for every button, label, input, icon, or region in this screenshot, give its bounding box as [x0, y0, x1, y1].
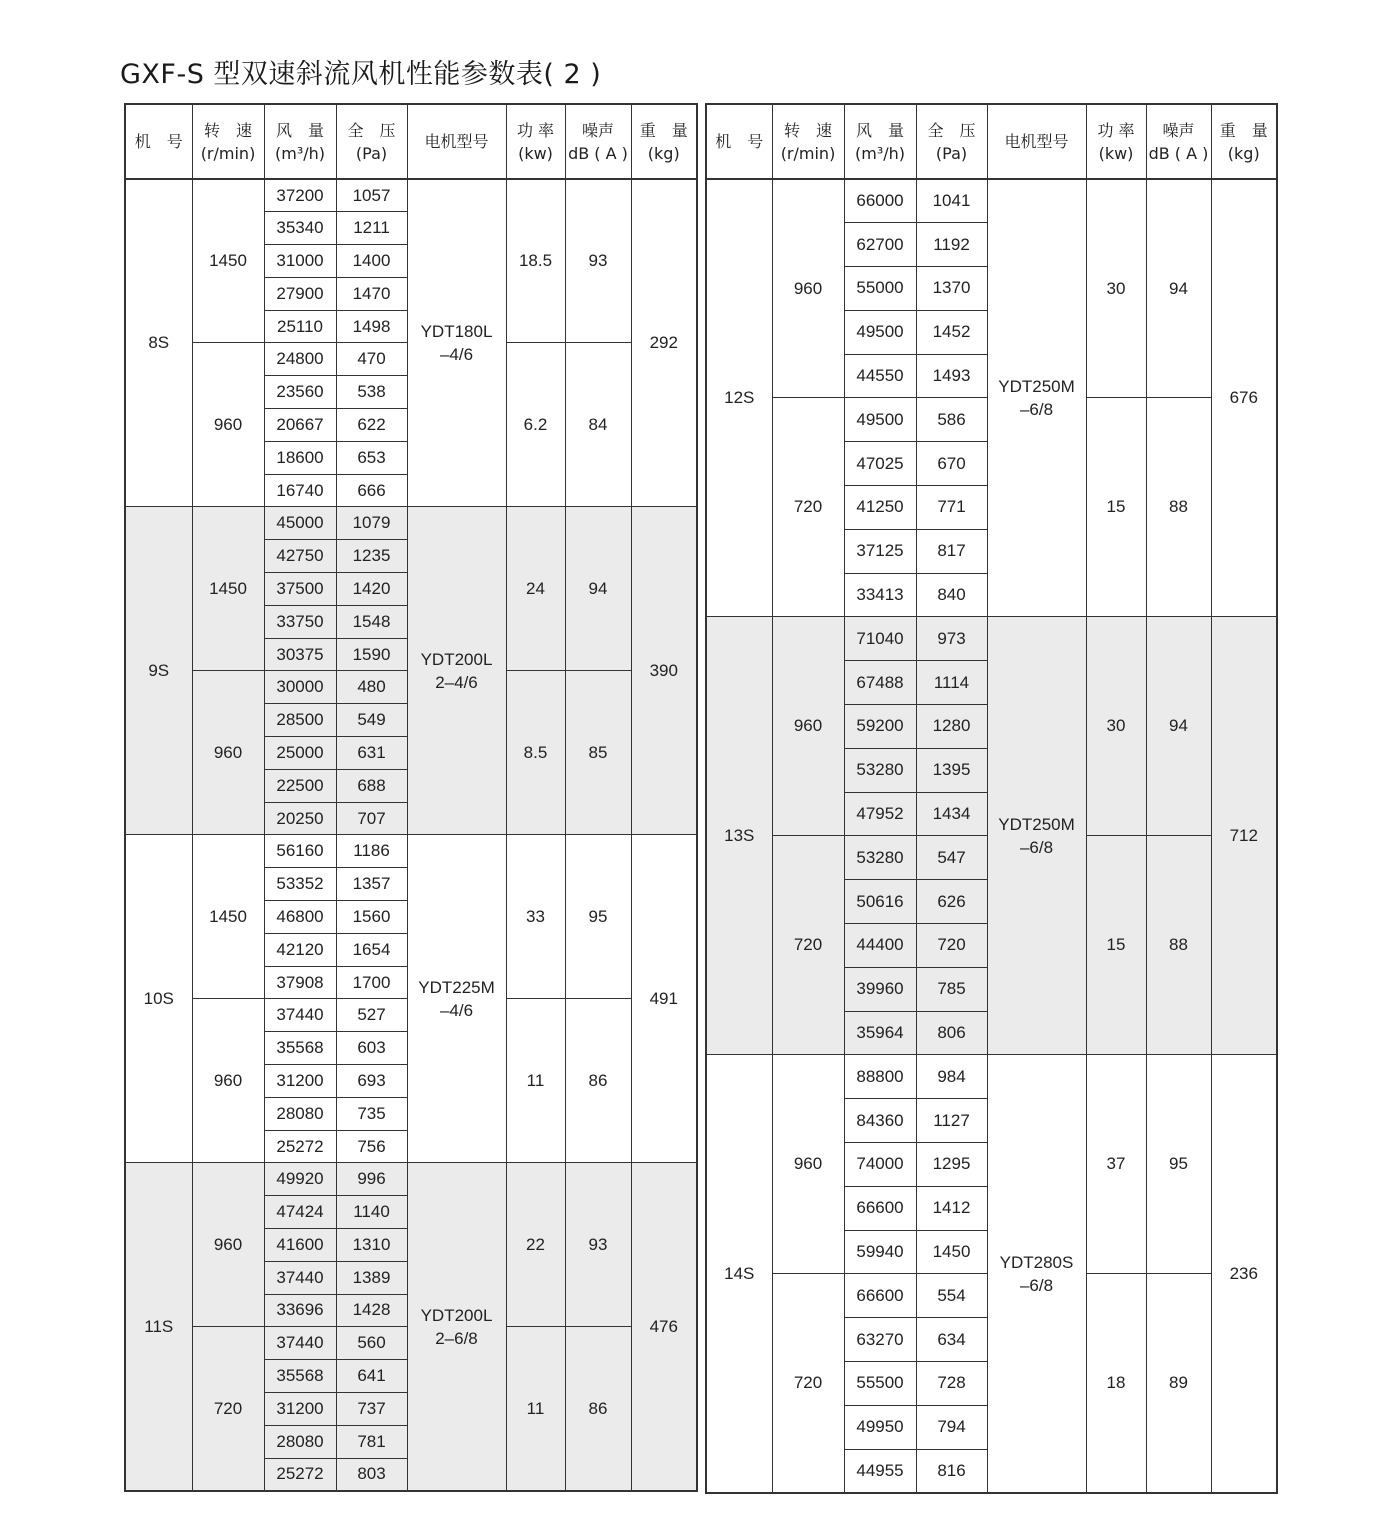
pressure-cell: 803 — [336, 1458, 407, 1491]
flow-cell: 30000 — [264, 671, 336, 704]
pressure-cell: 1450 — [916, 1230, 987, 1274]
header-pressure-unit: (Pa) — [355, 143, 388, 163]
flow-cell: 55000 — [844, 267, 916, 311]
flow-cell: 46800 — [264, 901, 336, 934]
flow-cell: 30375 — [264, 638, 336, 671]
header-power-unit: (kw) — [518, 143, 553, 163]
flow-cell: 37125 — [844, 529, 916, 573]
flow-cell: 35964 — [844, 1011, 916, 1055]
table-row — [706, 1055, 1277, 1099]
pressure-cell: 737 — [336, 1392, 407, 1425]
header-pressure — [336, 104, 407, 179]
flow-cell: 27900 — [264, 277, 336, 310]
noise-cell: 94 — [565, 507, 631, 671]
flow-cell: 37500 — [264, 573, 336, 606]
noise-cell: 84 — [565, 343, 631, 507]
header-flow-unit: (m³/h) — [274, 143, 325, 163]
model-group-10s — [125, 835, 697, 1163]
pressure-cell: 631 — [336, 737, 407, 770]
pressure-cell: 781 — [336, 1425, 407, 1458]
flow-cell: 31200 — [264, 1065, 336, 1098]
header-flow-label: 风 量 — [855, 120, 904, 140]
flow-cell: 71040 — [844, 617, 916, 661]
flow-cell: 42120 — [264, 933, 336, 966]
flow-cell: 56160 — [264, 835, 336, 868]
header-weight-unit: (kg) — [647, 143, 680, 163]
pressure-cell: 1057 — [336, 179, 407, 212]
pressure-cell: 634 — [916, 1318, 987, 1362]
flow-cell: 37440 — [264, 1261, 336, 1294]
header-power — [506, 104, 565, 179]
model-cell: 14S — [706, 1055, 772, 1493]
header-flow — [264, 104, 336, 179]
noise-cell: 85 — [565, 671, 631, 835]
flow-cell: 25272 — [264, 1458, 336, 1491]
header-model — [125, 104, 192, 179]
pressure-cell: 688 — [336, 769, 407, 802]
header-weight-unit: (kg) — [1227, 143, 1260, 163]
pressure-cell: 547 — [916, 836, 987, 880]
header-row — [125, 104, 697, 179]
pressure-cell: 720 — [916, 924, 987, 968]
flow-cell: 44955 — [844, 1449, 916, 1493]
header-power-unit: (kw) — [1098, 143, 1134, 163]
pressure-cell: 1079 — [336, 507, 407, 540]
speed-cell: 720 — [772, 398, 844, 617]
pressure-cell: 1470 — [336, 277, 407, 310]
flow-cell: 28080 — [264, 1097, 336, 1130]
noise-cell: 93 — [565, 179, 631, 343]
table-header — [706, 104, 1277, 179]
pressure-cell: 670 — [916, 442, 987, 486]
weight-cell: 676 — [1211, 179, 1277, 617]
header-weight-label: 重 量 — [639, 120, 688, 140]
pressure-cell: 641 — [336, 1360, 407, 1393]
flow-cell: 88800 — [844, 1055, 916, 1099]
flow-cell: 59200 — [844, 705, 916, 749]
pressure-cell: 666 — [336, 474, 407, 507]
flow-cell: 41600 — [264, 1229, 336, 1262]
power-cell: 15 — [1086, 398, 1146, 617]
motor-model-cell — [407, 835, 506, 1163]
power-cell: 6.2 — [506, 343, 565, 507]
weight-cell: 476 — [631, 1163, 697, 1491]
model-cell: 8S — [125, 179, 192, 507]
power-cell: 24 — [506, 507, 565, 671]
noise-cell: 88 — [1146, 836, 1211, 1055]
model-group-8s — [125, 179, 697, 507]
header-noise — [565, 104, 631, 179]
power-cell: 11 — [506, 999, 565, 1163]
model-group-12s — [706, 179, 1277, 617]
speed-cell: 1450 — [192, 179, 264, 343]
flow-cell: 35568 — [264, 1032, 336, 1065]
pressure-cell: 1211 — [336, 212, 407, 245]
header-model — [706, 104, 772, 179]
flow-cell: 25000 — [264, 737, 336, 770]
header-model-label: 机 号 — [715, 132, 764, 151]
pressure-cell: 1493 — [916, 354, 987, 398]
pressure-cell: 480 — [336, 671, 407, 704]
header-speed — [192, 104, 264, 179]
motor-model-line1: YDT250M — [998, 377, 1075, 397]
pressure-cell: 1428 — [336, 1294, 407, 1327]
flow-cell: 42750 — [264, 540, 336, 573]
speed-cell: 960 — [192, 671, 264, 835]
pressure-cell: 1420 — [336, 573, 407, 606]
motor-model-line2: –4/6 — [439, 1000, 474, 1020]
header-flow-label: 风 量 — [275, 120, 324, 140]
header-row — [706, 104, 1277, 179]
header-pressure — [916, 104, 987, 179]
header-motor — [407, 104, 506, 179]
header-noise-unit: dB ( A ) — [568, 143, 628, 163]
table-row — [125, 835, 697, 868]
flow-cell: 84360 — [844, 1099, 916, 1143]
model-cell: 9S — [125, 507, 192, 835]
flow-cell: 37908 — [264, 966, 336, 999]
flow-cell: 16740 — [264, 474, 336, 507]
speed-cell: 960 — [772, 179, 844, 398]
noise-cell: 86 — [565, 1327, 631, 1491]
pressure-cell: 538 — [336, 376, 407, 409]
pressure-cell: 728 — [916, 1362, 987, 1406]
flow-cell: 28080 — [264, 1425, 336, 1458]
flow-cell: 23560 — [264, 376, 336, 409]
flow-cell: 63270 — [844, 1318, 916, 1362]
pressure-cell: 996 — [336, 1163, 407, 1196]
table-row — [125, 507, 697, 540]
weight-cell: 292 — [631, 179, 697, 507]
header-speed-label: 转 速 — [783, 120, 832, 140]
header-motor-label: 电机型号 — [1004, 132, 1069, 151]
header-weight — [631, 104, 697, 179]
speed-cell: 720 — [772, 836, 844, 1055]
header-noise-label: 噪声 — [581, 120, 614, 140]
flow-cell: 50616 — [844, 880, 916, 924]
noise-cell: 89 — [1146, 1274, 1211, 1493]
flow-cell: 37440 — [264, 1327, 336, 1360]
pressure-cell: 1498 — [336, 310, 407, 343]
pressure-cell: 1389 — [336, 1261, 407, 1294]
model-group-13s — [706, 617, 1277, 1055]
flow-cell: 53352 — [264, 868, 336, 901]
pressure-cell: 622 — [336, 409, 407, 442]
model-cell: 11S — [125, 1163, 192, 1491]
pressure-cell: 1235 — [336, 540, 407, 573]
weight-cell: 236 — [1211, 1055, 1277, 1493]
motor-model-cell — [407, 507, 506, 835]
flow-cell: 53280 — [844, 836, 916, 880]
header-noise-unit: dB ( A ) — [1148, 143, 1209, 163]
flow-cell: 25110 — [264, 310, 336, 343]
motor-model-cell — [407, 1163, 506, 1491]
motor-model-line1: YDT200L — [420, 649, 493, 669]
weight-cell: 390 — [631, 507, 697, 835]
flow-cell: 59940 — [844, 1230, 916, 1274]
flow-cell: 41250 — [844, 486, 916, 530]
weight-cell: 491 — [631, 835, 697, 1163]
pressure-cell: 816 — [916, 1449, 987, 1493]
pressure-cell: 1395 — [916, 748, 987, 792]
header-speed-unit: (r/min) — [200, 143, 256, 163]
flow-cell: 74000 — [844, 1143, 916, 1187]
table-row — [706, 179, 1277, 223]
header-model-label: 机 号 — [134, 132, 183, 151]
flow-cell: 49500 — [844, 398, 916, 442]
flow-cell: 20250 — [264, 802, 336, 835]
noise-cell: 88 — [1146, 398, 1211, 617]
noise-cell: 86 — [565, 999, 631, 1163]
speed-cell: 960 — [192, 1163, 264, 1327]
flow-cell: 33750 — [264, 605, 336, 638]
power-cell: 15 — [1086, 836, 1146, 1055]
pressure-cell: 785 — [916, 967, 987, 1011]
pressure-cell: 549 — [336, 704, 407, 737]
flow-cell: 35340 — [264, 212, 336, 245]
pressure-cell: 1127 — [916, 1099, 987, 1143]
motor-model-line2: 2–6/8 — [435, 1328, 478, 1348]
power-cell: 22 — [506, 1163, 565, 1327]
flow-cell: 33696 — [264, 1294, 336, 1327]
flow-cell: 62700 — [844, 223, 916, 267]
motor-model-cell — [987, 617, 1086, 1055]
pressure-cell: 626 — [916, 880, 987, 924]
pressure-cell: 1700 — [336, 966, 407, 999]
pressure-cell: 1370 — [916, 267, 987, 311]
pressure-cell: 1357 — [336, 868, 407, 901]
noise-cell: 95 — [565, 835, 631, 999]
flow-cell: 24800 — [264, 343, 336, 376]
motor-model-line1: YDT225M — [418, 977, 495, 997]
header-power-label: 功 率 — [1097, 120, 1135, 140]
speed-cell: 960 — [772, 617, 844, 836]
page-title: GXF-S 型双速斜流风机性能参数表( 2 ) — [120, 59, 602, 90]
speed-cell: 720 — [772, 1274, 844, 1493]
header-noise — [1146, 104, 1211, 179]
pressure-cell: 470 — [336, 343, 407, 376]
flow-cell: 37440 — [264, 999, 336, 1032]
pressure-cell: 707 — [336, 802, 407, 835]
power-cell: 30 — [1086, 617, 1146, 836]
motor-model-cell — [987, 179, 1086, 617]
motor-model-line2: –6/8 — [1019, 1275, 1054, 1295]
pressure-cell: 1400 — [336, 245, 407, 278]
speed-cell: 1450 — [192, 507, 264, 671]
header-pressure-unit: (Pa) — [935, 143, 968, 163]
pressure-cell: 693 — [336, 1065, 407, 1098]
power-cell: 18 — [1086, 1274, 1146, 1493]
pressure-cell: 1310 — [336, 1229, 407, 1262]
flow-cell: 66600 — [844, 1274, 916, 1318]
speed-cell: 960 — [772, 1055, 844, 1274]
pressure-cell: 586 — [916, 398, 987, 442]
motor-model-line2: –4/6 — [439, 345, 474, 365]
header-flow — [844, 104, 916, 179]
pressure-cell: 771 — [916, 486, 987, 530]
pressure-cell: 1548 — [336, 605, 407, 638]
flow-cell: 67488 — [844, 661, 916, 705]
motor-model-line1: YDT280S — [999, 1252, 1074, 1272]
pressure-cell: 1654 — [336, 933, 407, 966]
table-row — [125, 179, 697, 212]
model-group-9s — [125, 507, 697, 835]
weight-cell: 712 — [1211, 617, 1277, 1055]
left-spec-table — [124, 103, 698, 1492]
header-power — [1086, 104, 1146, 179]
flow-cell: 47952 — [844, 792, 916, 836]
flow-cell: 55500 — [844, 1362, 916, 1406]
header-power-label: 功 率 — [516, 120, 555, 140]
header-motor-label: 电机型号 — [424, 132, 489, 151]
pressure-cell: 653 — [336, 441, 407, 474]
noise-cell: 93 — [565, 1163, 631, 1327]
header-motor — [987, 104, 1086, 179]
power-cell: 30 — [1086, 179, 1146, 398]
motor-model-line1: YDT200L — [420, 1305, 493, 1325]
motor-model-line2: 2–4/6 — [435, 672, 478, 692]
pressure-cell: 1192 — [916, 223, 987, 267]
flow-cell: 28500 — [264, 704, 336, 737]
flow-cell: 20667 — [264, 409, 336, 442]
pressure-cell: 984 — [916, 1055, 987, 1099]
speed-cell: 1450 — [192, 835, 264, 999]
speed-cell: 960 — [192, 343, 264, 507]
flow-cell: 44400 — [844, 924, 916, 968]
flow-cell: 33413 — [844, 573, 916, 617]
motor-model-line1: YDT250M — [998, 814, 1075, 834]
pressure-cell: 735 — [336, 1097, 407, 1130]
pressure-cell: 1140 — [336, 1196, 407, 1229]
pressure-cell: 554 — [916, 1274, 987, 1318]
header-speed-unit: (r/min) — [780, 143, 836, 163]
table-row — [706, 617, 1277, 661]
flow-cell: 39960 — [844, 967, 916, 1011]
pressure-cell: 1560 — [336, 901, 407, 934]
power-cell: 37 — [1086, 1055, 1146, 1274]
pressure-cell: 1186 — [336, 835, 407, 868]
table-row — [125, 1163, 697, 1196]
power-cell: 33 — [506, 835, 565, 999]
flow-cell: 49500 — [844, 310, 916, 354]
pressure-cell: 1041 — [916, 179, 987, 223]
flow-cell: 18600 — [264, 441, 336, 474]
motor-model-line2: –6/8 — [1019, 400, 1054, 420]
pressure-cell: 1295 — [916, 1143, 987, 1187]
right-spec-table — [705, 103, 1278, 1494]
power-cell: 8.5 — [506, 671, 565, 835]
header-weight — [1211, 104, 1277, 179]
pressure-cell: 794 — [916, 1405, 987, 1449]
pressure-cell: 560 — [336, 1327, 407, 1360]
flow-cell: 47025 — [844, 442, 916, 486]
flow-cell: 49950 — [844, 1405, 916, 1449]
pressure-cell: 1452 — [916, 310, 987, 354]
flow-cell: 37200 — [264, 179, 336, 212]
flow-cell: 31200 — [264, 1392, 336, 1425]
model-cell: 12S — [706, 179, 772, 617]
pressure-cell: 1412 — [916, 1186, 987, 1230]
flow-cell: 66000 — [844, 179, 916, 223]
pressure-cell: 527 — [336, 999, 407, 1032]
model-cell: 13S — [706, 617, 772, 1055]
flow-cell: 49920 — [264, 1163, 336, 1196]
power-cell: 11 — [506, 1327, 565, 1491]
noise-cell: 94 — [1146, 179, 1211, 398]
motor-model-cell — [407, 179, 506, 507]
header-flow-unit: (m³/h) — [854, 143, 905, 163]
header-speed-label: 转 速 — [203, 120, 252, 140]
pressure-cell: 806 — [916, 1011, 987, 1055]
motor-model-cell — [987, 1055, 1086, 1493]
pressure-cell: 1280 — [916, 705, 987, 749]
flow-cell: 45000 — [264, 507, 336, 540]
header-pressure-label: 全 压 — [927, 120, 976, 140]
pressure-cell: 1434 — [916, 792, 987, 836]
pressure-cell: 1114 — [916, 661, 987, 705]
power-cell: 18.5 — [506, 179, 565, 343]
flow-cell: 22500 — [264, 769, 336, 802]
speed-cell: 720 — [192, 1327, 264, 1491]
model-cell: 10S — [125, 835, 192, 1163]
speed-cell: 960 — [192, 999, 264, 1163]
pressure-cell: 756 — [336, 1130, 407, 1163]
pressure-cell: 1590 — [336, 638, 407, 671]
flow-cell: 25272 — [264, 1130, 336, 1163]
pressure-cell: 817 — [916, 529, 987, 573]
header-noise-label: 噪声 — [1162, 120, 1195, 140]
model-group-14s — [706, 1055, 1277, 1493]
model-group-11s — [125, 1163, 697, 1491]
motor-model-line1: YDT180L — [420, 322, 493, 342]
flow-cell: 31000 — [264, 245, 336, 278]
flow-cell: 47424 — [264, 1196, 336, 1229]
noise-cell: 95 — [1146, 1055, 1211, 1274]
flow-cell: 66600 — [844, 1186, 916, 1230]
pressure-cell: 840 — [916, 573, 987, 617]
pressure-cell: 603 — [336, 1032, 407, 1065]
motor-model-line2: –6/8 — [1019, 837, 1054, 857]
table-header — [125, 104, 697, 179]
flow-cell: 35568 — [264, 1360, 336, 1393]
pressure-cell: 973 — [916, 617, 987, 661]
header-weight-label: 重 量 — [1219, 120, 1268, 140]
noise-cell: 94 — [1146, 617, 1211, 836]
header-speed — [772, 104, 844, 179]
header-pressure-label: 全 压 — [347, 120, 396, 140]
flow-cell: 53280 — [844, 748, 916, 792]
flow-cell: 44550 — [844, 354, 916, 398]
